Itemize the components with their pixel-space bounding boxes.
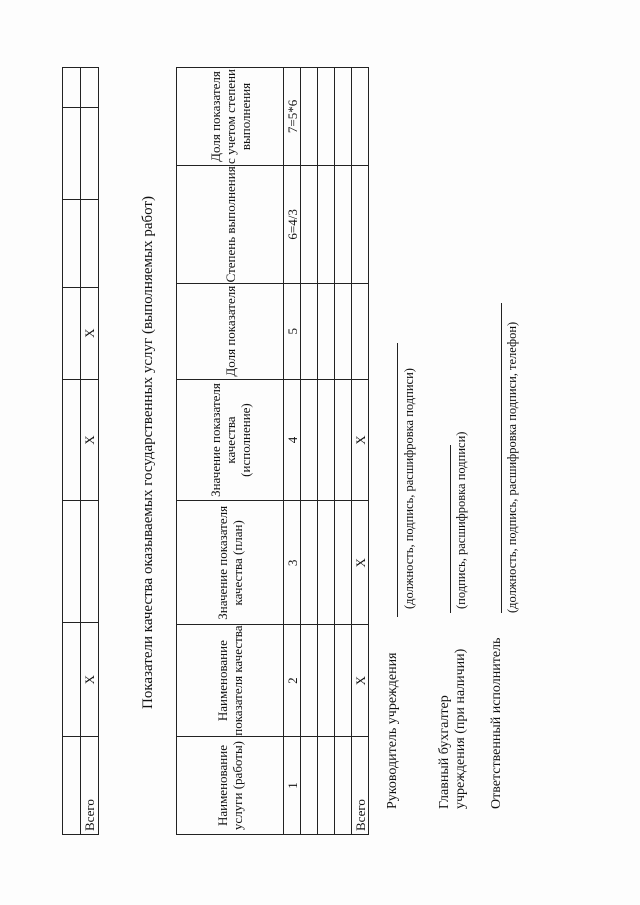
accountant-label-line2: учреждения (при наличии) [453,648,468,809]
total-label: Всего [352,737,369,835]
previous-table-tail [62,67,99,835]
accountant-signature-line [450,445,451,613]
column-header: Наименование показателя качества [177,625,284,737]
total-label: Всего [81,737,99,835]
table-total-row [352,68,369,835]
column-header: Степень выполнения [177,165,284,283]
column-header: Доля показателя [177,283,284,379]
accountant-label-line1: Главный бухгалтер [437,695,452,809]
head-label: Руководитель учреждения [385,652,400,809]
table-row [318,68,335,835]
section-caption: Показатели качества оказываемых государственных услуг (выполняемых работ) [140,196,156,709]
x-mark: X [352,379,369,501]
table-header-row [177,68,284,835]
table-row [63,68,81,835]
accountant-hint: (подпись, расшифровка подписи) [454,431,468,609]
numbering-row: 1 2 3 4 5 6=4/3 7=5*6 [284,68,301,835]
x-mark: X [352,501,369,625]
column-header: Доля показателя с учетом степени выполнения [177,68,284,166]
x-mark: X [81,623,99,737]
executor-label: Ответственный исполнитель [489,637,504,809]
executor-signature-line [501,303,502,613]
table-row [335,68,352,835]
x-mark: X [81,379,99,501]
quality-indicators-table [176,67,369,835]
column-header: Значение показателя качества (план) [177,501,284,625]
x-mark: X [81,287,99,379]
head-hint: (должность, подпись, расшифровка подписи) [402,368,416,609]
table-row [301,68,318,835]
table-total-row [81,68,99,835]
column-header: Значение показателя качества (исполнение) [177,379,284,501]
column-header: Наименование услуги (работы) [177,737,284,835]
head-signature-line [397,343,398,617]
x-mark: X [352,625,369,737]
executor-hint: (должность, подпись, расшифровка подписи, телефон) [505,321,519,613]
